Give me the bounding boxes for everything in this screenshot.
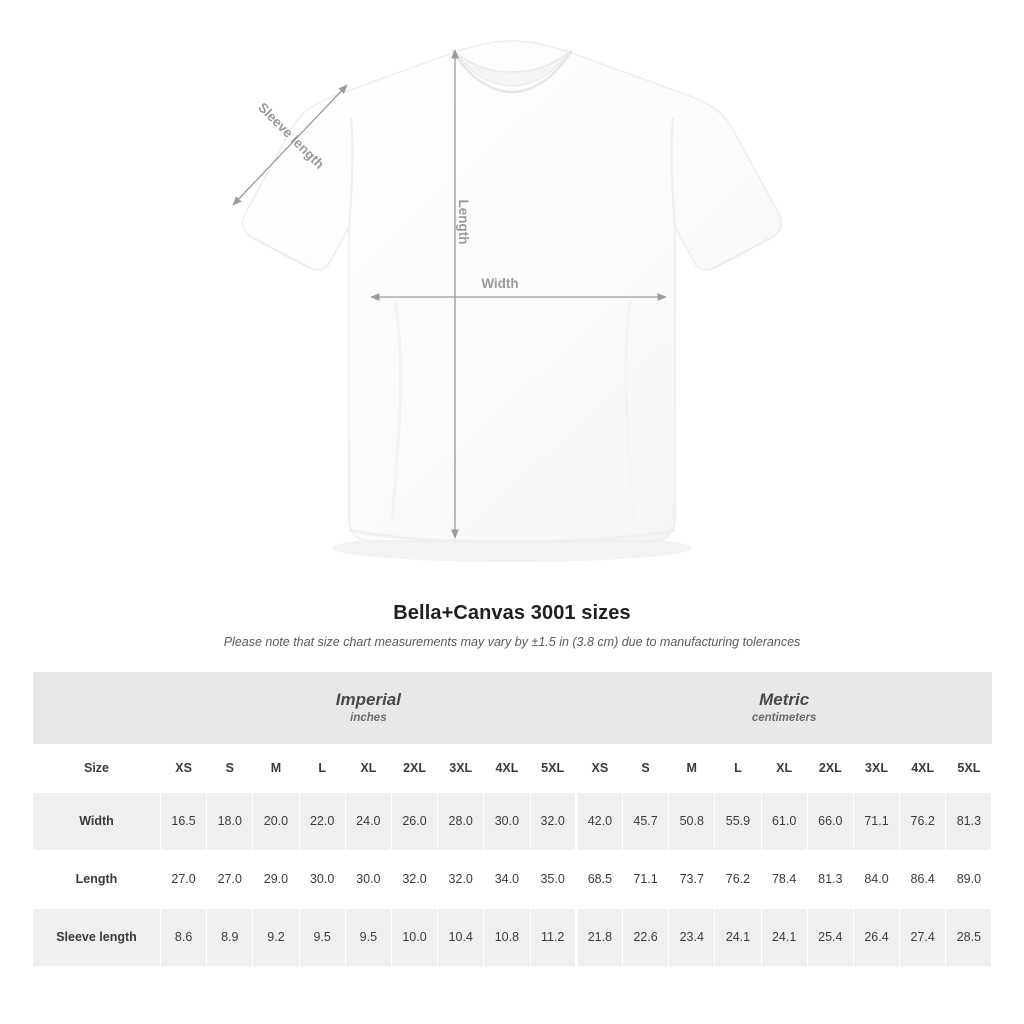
cell-length-imperial-m: 29.0 bbox=[253, 850, 299, 908]
size-table-wrapper bbox=[32, 672, 992, 967]
table-row bbox=[33, 792, 992, 850]
cell-sleeve-length-metric-4xl: 27.4 bbox=[900, 908, 946, 966]
size-header-metric-3xl: 3XL bbox=[853, 744, 899, 792]
size-header-metric-xs: XS bbox=[576, 744, 622, 792]
cell-length-imperial-2xl: 32.0 bbox=[391, 850, 437, 908]
unit-subtitle: inches bbox=[350, 711, 387, 724]
unit-name: Imperial bbox=[335, 689, 401, 709]
table-row bbox=[33, 850, 992, 908]
cell-sleeve-length-imperial-m: 9.2 bbox=[253, 908, 299, 966]
cell-length-metric-2xl: 81.3 bbox=[807, 850, 853, 908]
cell-sleeve-length-metric-m: 23.4 bbox=[669, 908, 715, 966]
tshirt-shape bbox=[243, 41, 782, 542]
sleeve-label: Sleeve length bbox=[255, 99, 328, 172]
unit-header-imperial bbox=[161, 672, 577, 744]
size-header-metric-2xl: 2XL bbox=[807, 744, 853, 792]
cell-length-imperial-5xl: 35.0 bbox=[530, 850, 576, 908]
size-header-row bbox=[33, 744, 992, 792]
cell-width-metric-m: 50.8 bbox=[669, 792, 715, 850]
cell-length-metric-5xl: 89.0 bbox=[946, 850, 992, 908]
cell-width-imperial-5xl: 32.0 bbox=[530, 792, 576, 850]
cell-width-metric-2xl: 66.0 bbox=[807, 792, 853, 850]
size-table bbox=[32, 672, 992, 967]
size-header-imperial-5xl: 5XL bbox=[530, 744, 576, 792]
row-label-width: Width bbox=[33, 792, 161, 850]
cell-width-metric-3xl: 71.1 bbox=[853, 792, 899, 850]
cell-length-metric-xl: 78.4 bbox=[761, 850, 807, 908]
cell-sleeve-length-metric-l: 24.1 bbox=[715, 908, 761, 966]
cell-sleeve-length-imperial-l: 9.5 bbox=[299, 908, 345, 966]
cell-sleeve-length-imperial-3xl: 10.4 bbox=[438, 908, 484, 966]
size-header-imperial-3xl: 3XL bbox=[438, 744, 484, 792]
size-header-imperial-l: L bbox=[299, 744, 345, 792]
table-row bbox=[33, 908, 992, 966]
size-header-metric-l: L bbox=[715, 744, 761, 792]
cell-length-imperial-s: 27.0 bbox=[207, 850, 253, 908]
unit-header-row bbox=[33, 672, 992, 744]
cell-width-metric-l: 55.9 bbox=[715, 792, 761, 850]
cell-sleeve-length-metric-s: 22.6 bbox=[622, 908, 668, 966]
size-header-imperial-4xl: 4XL bbox=[484, 744, 530, 792]
cell-width-imperial-l: 22.0 bbox=[299, 792, 345, 850]
cell-length-metric-4xl: 86.4 bbox=[900, 850, 946, 908]
size-header-imperial-xs: XS bbox=[161, 744, 207, 792]
cell-sleeve-length-metric-2xl: 25.4 bbox=[807, 908, 853, 966]
unit-name: Metric bbox=[759, 689, 810, 709]
cell-width-imperial-xl: 24.0 bbox=[345, 792, 391, 850]
row-label-length: Length bbox=[33, 850, 161, 908]
size-header-metric-xl: XL bbox=[761, 744, 807, 792]
unit-subtitle: centimeters bbox=[751, 711, 817, 724]
cell-width-metric-s: 45.7 bbox=[622, 792, 668, 850]
unit-header-metric bbox=[576, 672, 992, 744]
cell-sleeve-length-imperial-xl: 9.5 bbox=[345, 908, 391, 966]
row-label-sleeve-length: Sleeve length bbox=[33, 908, 161, 966]
unit-row-spacer bbox=[33, 672, 161, 744]
cell-sleeve-length-imperial-4xl: 10.8 bbox=[484, 908, 530, 966]
cell-sleeve-length-imperial-s: 8.9 bbox=[207, 908, 253, 966]
size-header-imperial-m: M bbox=[253, 744, 299, 792]
cell-width-imperial-2xl: 26.0 bbox=[391, 792, 437, 850]
cell-length-imperial-xl: 30.0 bbox=[345, 850, 391, 908]
size-header-metric-5xl: 5XL bbox=[946, 744, 992, 792]
length-label: Length bbox=[456, 199, 471, 245]
cell-sleeve-length-imperial-2xl: 10.0 bbox=[391, 908, 437, 966]
cell-sleeve-length-imperial-xs: 8.6 bbox=[161, 908, 207, 966]
cell-width-metric-xl: 61.0 bbox=[761, 792, 807, 850]
cell-sleeve-length-imperial-5xl: 11.2 bbox=[530, 908, 576, 966]
cell-sleeve-length-metric-xl: 24.1 bbox=[761, 908, 807, 966]
cell-width-imperial-4xl: 30.0 bbox=[484, 792, 530, 850]
size-header-metric-s: S bbox=[622, 744, 668, 792]
cell-length-imperial-3xl: 32.0 bbox=[438, 850, 484, 908]
cell-width-imperial-m: 20.0 bbox=[253, 792, 299, 850]
cell-length-metric-s: 71.1 bbox=[622, 850, 668, 908]
cell-length-metric-3xl: 84.0 bbox=[853, 850, 899, 908]
size-header-imperial-xl: XL bbox=[345, 744, 391, 792]
cell-length-imperial-xs: 27.0 bbox=[161, 850, 207, 908]
cell-width-metric-5xl: 81.3 bbox=[946, 792, 992, 850]
tolerance-note: Please note that size chart measurements may vary by ±1.5 in (3.8 cm) due to manufacturing tolerances bbox=[223, 635, 801, 649]
cell-length-metric-xs: 68.5 bbox=[576, 850, 622, 908]
cell-width-metric-xs: 42.0 bbox=[576, 792, 622, 850]
cell-width-imperial-s: 18.0 bbox=[207, 792, 253, 850]
cell-length-imperial-4xl: 34.0 bbox=[484, 850, 530, 908]
cell-width-imperial-xs: 16.5 bbox=[161, 792, 207, 850]
size-header-imperial-s: S bbox=[207, 744, 253, 792]
cell-length-imperial-l: 30.0 bbox=[299, 850, 345, 908]
cell-sleeve-length-metric-5xl: 28.5 bbox=[946, 908, 992, 966]
size-header-metric-4xl: 4XL bbox=[900, 744, 946, 792]
size-header-metric-m: M bbox=[669, 744, 715, 792]
page-title: Bella+Canvas 3001 sizes bbox=[393, 602, 631, 624]
cell-length-metric-l: 76.2 bbox=[715, 850, 761, 908]
size-header-imperial-2xl: 2XL bbox=[391, 744, 437, 792]
size-column-header: Size bbox=[33, 744, 161, 792]
cell-sleeve-length-metric-3xl: 26.4 bbox=[853, 908, 899, 966]
cell-width-imperial-3xl: 28.0 bbox=[438, 792, 484, 850]
cell-width-metric-4xl: 76.2 bbox=[900, 792, 946, 850]
cell-sleeve-length-metric-xs: 21.8 bbox=[576, 908, 622, 966]
width-label: Width bbox=[481, 276, 519, 291]
cell-length-metric-m: 73.7 bbox=[669, 850, 715, 908]
